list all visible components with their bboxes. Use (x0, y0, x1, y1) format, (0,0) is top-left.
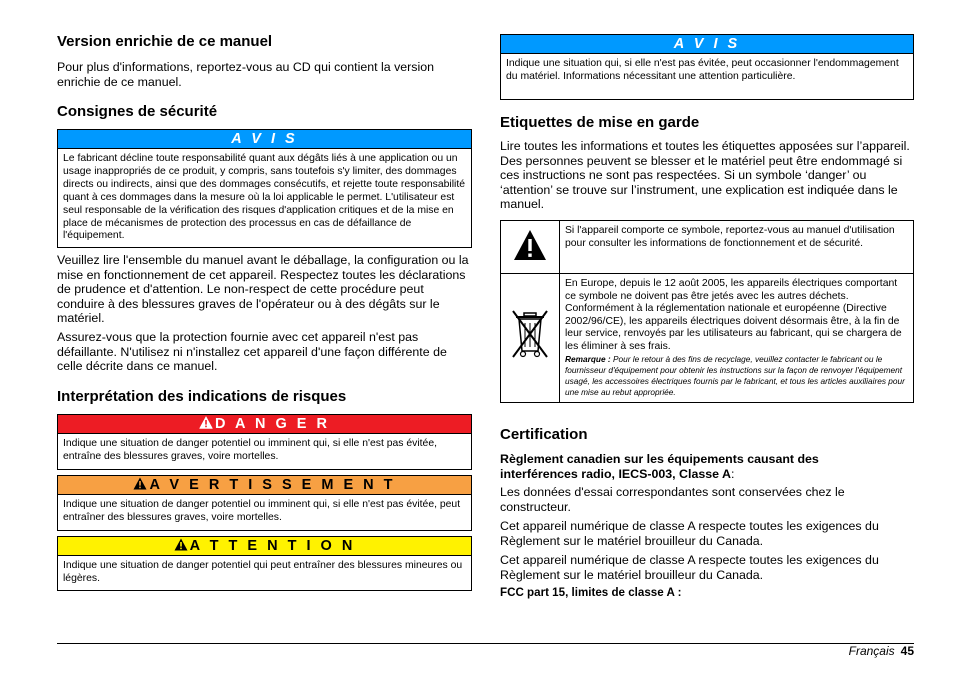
fcc-heading: FCC part 15, limites de classe A : (500, 586, 682, 599)
symbol-cell (501, 274, 560, 403)
heading-version: Version enrichie de ce manuel (57, 33, 273, 50)
table-row (501, 274, 914, 403)
avertissement-box-label: A V E R T I S S E M E N T (149, 477, 396, 493)
avis-box-2-title: A V I S (501, 35, 913, 54)
warning-triangle-icon (513, 229, 547, 261)
warning-triangle-icon (133, 477, 147, 490)
paragraph-cert-title (500, 452, 900, 481)
paragraph-cert-1: Les données d'essai correspondantes sont conservées chez le constructeur. (500, 485, 845, 514)
heading-risk: Interprétation des indications de risques (57, 388, 347, 405)
attention-box (57, 536, 472, 591)
attention-box-label: A T T E N T I O N (189, 538, 356, 554)
page-footer (849, 643, 914, 658)
avis-box-2 (500, 34, 914, 100)
avertissement-box (57, 475, 472, 531)
attention-box-title (58, 537, 471, 556)
paragraph-labels: Lire toutes les informations et toutes les étiquettes apposées sur l’appareil. Des personnes peuvent se blesser et le matériel peut être endommagé si ces instructions ne sont pas respectées. Si un symbole ‘danger’ ou ‘attention’ se trouve sur l’instrument, une explication est indiquée dans le manuel. (500, 139, 910, 212)
heading-labels: Etiquettes de mise en garde (500, 114, 700, 131)
heading-certification: Certification (500, 426, 588, 443)
cert-regulation: Règlement canadien sur les équipements causant des interférences radio, IECS-003, Classe A (500, 452, 819, 481)
danger-box-body: Indique une situation de danger potentiel ou imminent qui, si elle n'est pas évitée, entraîne des blessures graves, voire mortelles. (63, 438, 437, 462)
symbol-cell (501, 221, 560, 274)
avertissement-box-title (58, 476, 471, 495)
warning-triangle-icon (174, 538, 188, 551)
paragraph-read-manual: Veuillez lire l'ensemble du manuel avant le déballage, la configuration ou la mise en fonctionnement de cet appareil. Respectez toutes les déclarations de prudence et d'attention. Le non-respect de cette procédure peut conduire à des blessures graves de l'opérateur ou à des dégâts sur le matériel. (57, 253, 469, 326)
avis-box-1 (57, 129, 472, 248)
symbol-2-cell (560, 274, 914, 403)
avis-box-2-body: Indique une situation qui, si elle n'est pas évitée, peut occasionner l'endommagement du matériel. Informations nécessitant une attention particulière. (506, 58, 899, 82)
paragraph-protection: Assurez-vous que la protection fournie avec cet appareil n'est pas défaillante. N'utilisez ni n'installez cet appareil d'une façon différente de celle décrite dans ce manuel. (57, 330, 447, 374)
paragraph-version: Pour plus d'informations, reportez-vous au CD qui contient la version enrichie de ce manuel. (57, 60, 435, 89)
footer-language: Français (848, 644, 895, 658)
footer-divider (57, 643, 914, 644)
crossed-bin-icon (510, 307, 550, 363)
symbol-1-text: Si l'appareil comporte ce symbole, reportez-vous au manuel d'utilisation pour consulter les informations de fonctionnement et de sécurité. (560, 221, 914, 274)
avertissement-box-body: Indique une situation de danger potentiel ou imminent qui, si elle n'est pas évitée, peut entraîner des blessures graves, voire mortelles. (63, 499, 461, 523)
note-label: Remarque : (565, 353, 611, 364)
paragraph-cert-3: Cet appareil numérique de classe A respecte toutes les exigences du Règlement sur le matériel brouilleur du Canada. (500, 553, 879, 582)
danger-box-label: D A N G E R (215, 416, 330, 432)
danger-box (57, 414, 472, 470)
paragraph-cert-2: Cet appareil numérique de classe A respecte toutes les exigences du Règlement sur le matériel brouilleur du Canada. (500, 519, 879, 548)
danger-box-title (58, 415, 471, 434)
page-number: 45 (900, 644, 914, 658)
symbol-2-note (565, 354, 908, 398)
avis-box-1-body: Le fabricant décline toute responsabilité quant aux dégâts liés à une application ou un usage inappropriés de ce produit, y compris, sans toutefois s'y limiter, des dommages directs ou indirects, ainsi que des dommages consécutifs, et rejette toute responsabilité quant à ces dommages dans la mesure où la loi applicable le permet. L'utilisateur est seul responsable de la vérification des risques d'application critiques et de la mise en place de mécanismes de protection des processus en cas de défaillance de l'équipement. (63, 153, 465, 242)
symbol-table (500, 220, 914, 403)
symbol-2-text: En Europe, depuis le 12 août 2005, les appareils électriques comportant ce symbole ne doivent pas être jetés avec les autres déchets. Conformément à la réglementation nationale et européenne (Directive 2002/96/CE), les appareils électriques doivent désormais être, à la fin de leur service, renvoyés par les utilisateurs au fabricant, qui se chargera de les éliminer à ses frais. (565, 278, 902, 352)
cert-colon: : (730, 466, 735, 481)
attention-box-body: Indique une situation de danger potentiel qui peut entraîner des blessures mineures ou légères. (63, 560, 463, 584)
heading-safety: Consignes de sécurité (57, 103, 218, 120)
avis-box-1-title: A V I S (58, 130, 471, 149)
warning-triangle-icon (199, 416, 213, 429)
note-text: Pour le retour à des fins de recyclage, veuillez contacter le fabricant ou le fournisseur d'équipement pour obtenir les instructions sur la façon de renvoyer l'équipement usagé, les accessoires électriques fournis par le fabricant, et tous les articles auxiliaires pour une mise au rebut appropriée. (565, 353, 905, 397)
table-row (501, 221, 914, 274)
